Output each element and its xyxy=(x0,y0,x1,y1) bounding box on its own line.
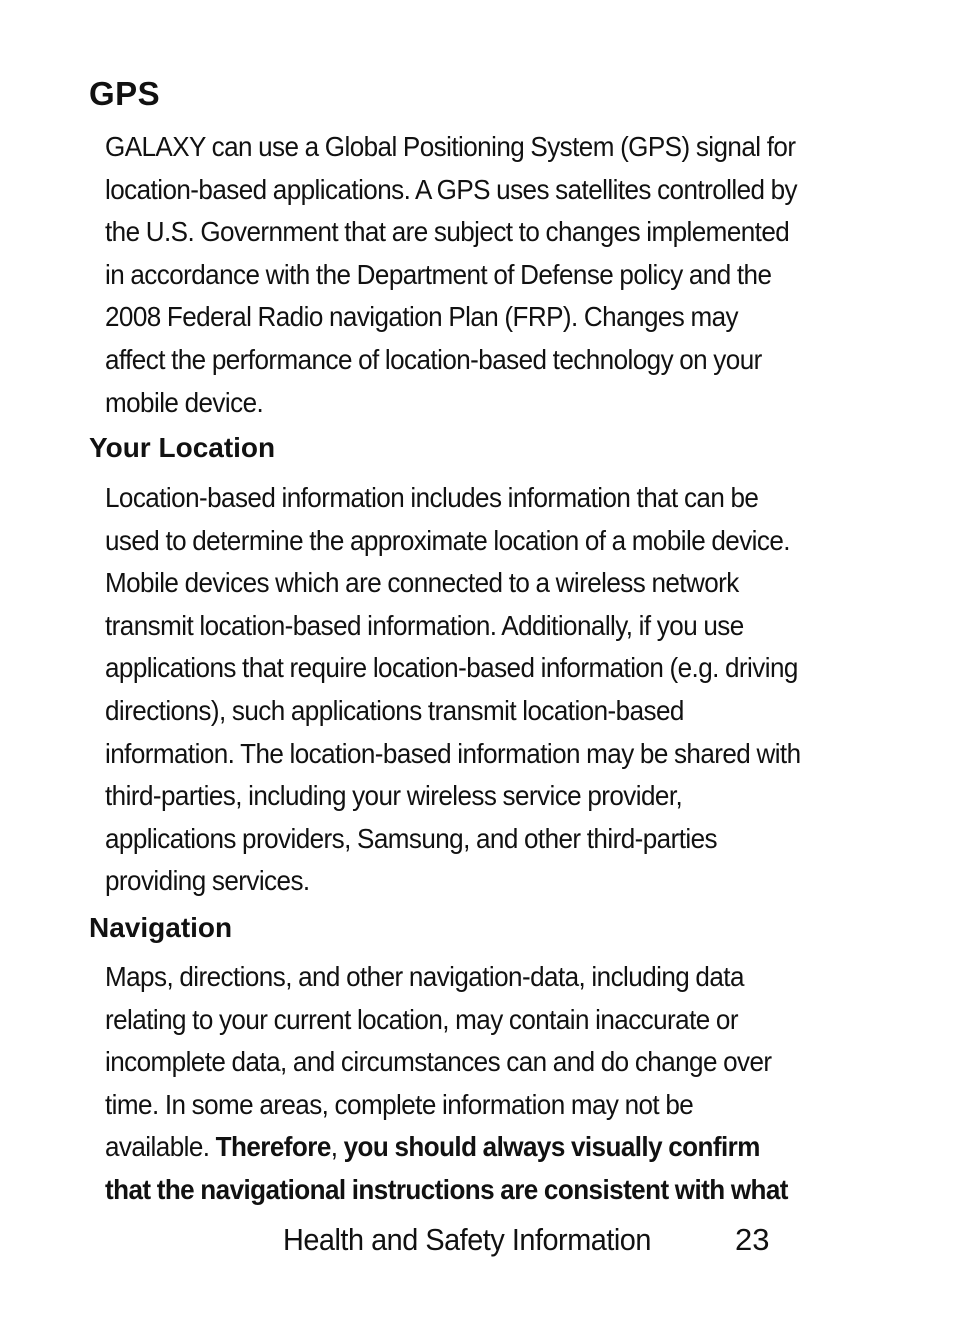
gps-paragraph: GALAXY can use a Global Positioning System (GPS) signal for location-based applications. A GPS uses satellites controlled by the U.S. Government that are subject to changes implemented in accordance with the Department of Defense policy and the 2008 Federal Radio navigation Plan (FRP). Changes may affect the performance of location-based technology on your mobile device. xyxy=(105,131,798,418)
navigation-text-bold-warning: you should always visually confirm that the navigational instructions are consistent with what xyxy=(105,1131,788,1205)
footer-title: Health and Safety Information xyxy=(283,1222,651,1257)
section-heading-gps: GPS xyxy=(89,75,161,112)
navigation-text-bold-therefore: Therefore xyxy=(215,1131,331,1163)
subheading-your-location: Your Location xyxy=(89,432,276,463)
navigation-text-separator: , xyxy=(330,1131,344,1163)
navigation-paragraph xyxy=(105,956,803,1212)
navigation-text-regular: Maps, directions, and other navigation-data, including data relating to your current location, may contain inaccurate or incomplete data, and circumstances can and do change over time. In some areas, complete information may not be available. xyxy=(105,961,772,1163)
subheading-navigation: Navigation xyxy=(89,912,233,943)
page-number: 23 xyxy=(735,1222,770,1257)
your-location-paragraph: Location-based information includes information that can be used to determine the approximate location of a mobile device. Mobile devices which are connected to a wireless network transmit location-based information. Additionally, if you use applications that require location-based information (e.g. driving directions), such applications transmit location-based information. The location-based information may be shared with third-parties, including your wireless service provider, applications providers, Samsung, and other third-parties providing services. xyxy=(105,482,801,897)
